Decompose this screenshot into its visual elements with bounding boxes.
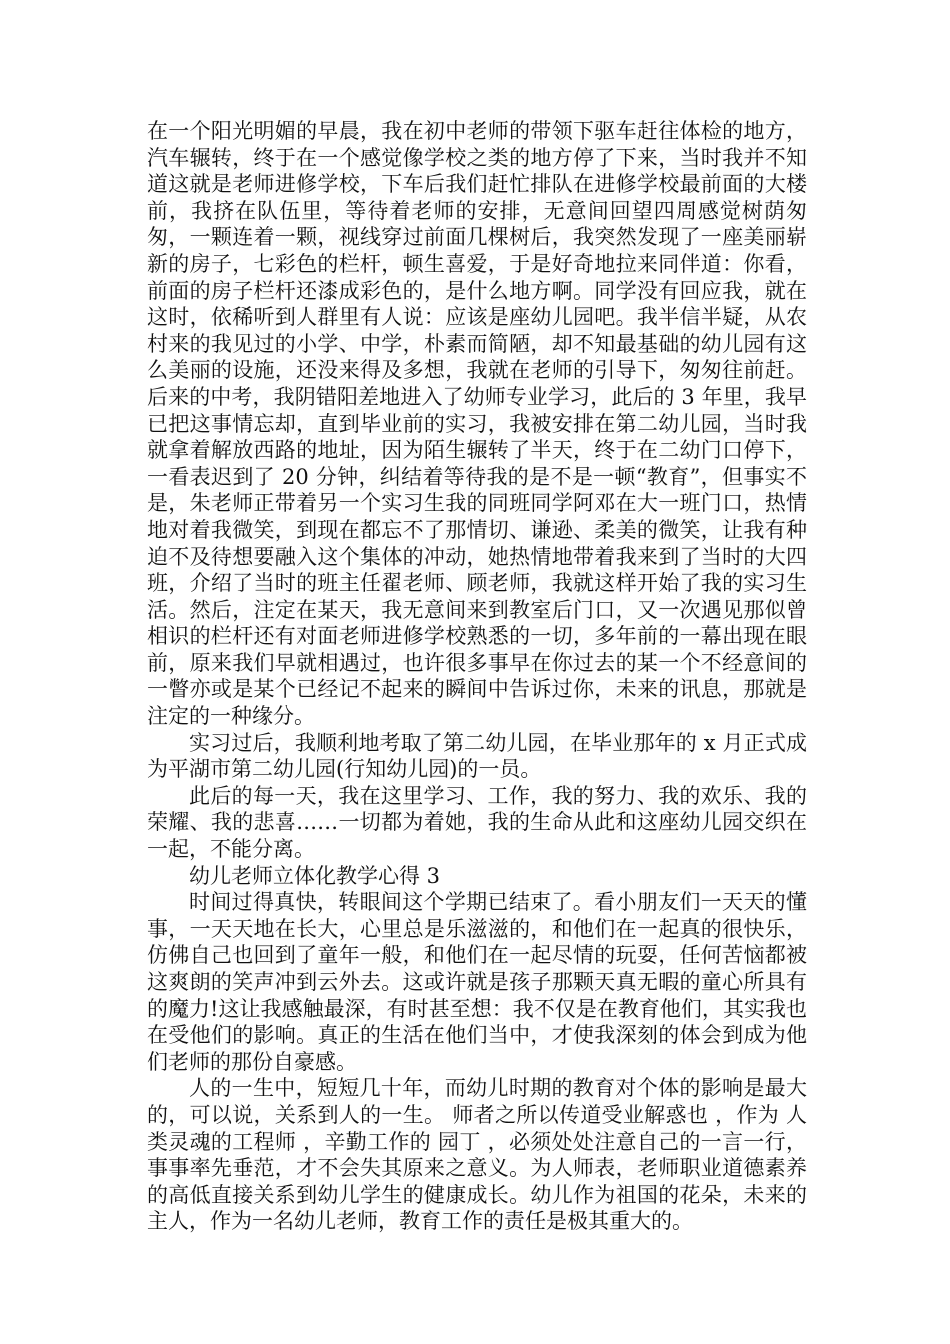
document-body <box>147 118 807 1235</box>
paragraph-teacher-role: 人的一生中，短短几十年，而幼儿时期的教育对个体的影响是最大的，可以说，关系到人的一生。 师者之所以传道受业解惑也 ，作为 人类灵魂的工程师 ，辛勤工作的 园丁 ，必须处处注意自己的一言一行，事事率先垂范，才不会失其原来之意义。为人师表，老师职业道德素养的高低直接关系到幼儿学生的健康成长。幼儿作为祖国的花朵，未来的主人，作为一名幼儿老师，教育工作的责任是极其重大的。 <box>147 1076 807 1234</box>
paragraph-time-flies: 时间过得真快，转眼间这个学期已结束了。看小朋友们一天天的懂事，一天天地在长大，心里总是乐滋滋的，和他们在一起真的很快乐，仿佛自己也回到了童年一般，和他们在一起尽情的玩耍，任何苦恼都被这爽朗的笑声冲到云外去。这或许就是孩子那颗天真无暇的童心所具有的魔力!这让我感触最深，有时甚至想：我不仅是在教育他们，其实我也在受他们的影响。真正的生活在他们当中，才使我深刻的体会到成为他们老师的那份自豪感。 <box>147 890 807 1074</box>
paragraph-every-day: 此后的每一天，我在这里学习、工作，我的努力、我的欢乐、我的荣耀、我的悲喜……一切都为着她，我的生命从此和这座幼儿园交织在一起，不能分离。 <box>147 783 807 862</box>
paragraph-first-visit: 在一个阳光明媚的早晨，我在初中老师的带领下驱车赶往体检的地方，汽车辗转，终于在一个感觉像学校之类的地方停了下来，当时我并不知道这就是老师进修学校，下车后我们赶忙排队在进修学校最前面的大楼前，我挤在队伍里，等待着老师的安排，无意间回望四周感觉树荫匆匆，一颗连着一颗，视线穿过前面几棵树后，我突然发现了一座美丽崭新的房子，七彩色的栏杆，顿生喜爱，于是好奇地拉来同伴道：你看，前面的房子栏杆还漆成彩色的，是什么地方啊。同学没有回应我，就在这时，依稀听到人群里有人说：应该是座幼儿园吧。我半信半疑，从农村来的我见过的小学、中学，朴素而简陋，却不知最基础的幼儿园有这么美丽的设施，还没来得及多想，我就在老师的引导下，匆匆往前赶。后来的中考，我阴错阳差地进入了幼师专业学习，此后的 3 年里，我早已把这事情忘却，直到毕业前的实习，我被安排在第二幼儿园，当时我就拿着解放西路的地址，因为陌生辗转了半天，终于在二幼门口停下，一看表迟到了 20 分钟，纠结着等待我的是不是一顿“教育”，但事实不是，朱老师正带着另一个实习生我的同班同学阿邓在大一班门口，热情地对着我微笑，到现在都忘不了那情切、谦逊、柔美的微笑，让我有种迫不及待想要融入这个集体的冲动，她热情地带着我来到了当时的大四班，介绍了当时的班主任翟老师、顾老师，我就这样开始了我的实习生活。然后，注定在某天，我无意间来到教室后门口，又一次遇见那似曾相识的栏杆还有对面老师进修学校熟悉的一切，多年前的一幕出现在眼前，原来我们早就相遇过，也许很多事早在你过去的某一个不经意间的一瞥亦或是某个已经记不起来的瞬间中告诉过你，未来的讯息，那就是注定的一种缘分。 <box>147 119 807 729</box>
paragraph-internship: 实习过后，我顺利地考取了第二幼儿园，在毕业那年的 x 月正式成为平湖市第二幼儿园(行知幼儿园)的一员。 <box>147 730 807 782</box>
section-heading: 幼儿老师立体化教学心得 3 <box>189 863 441 888</box>
